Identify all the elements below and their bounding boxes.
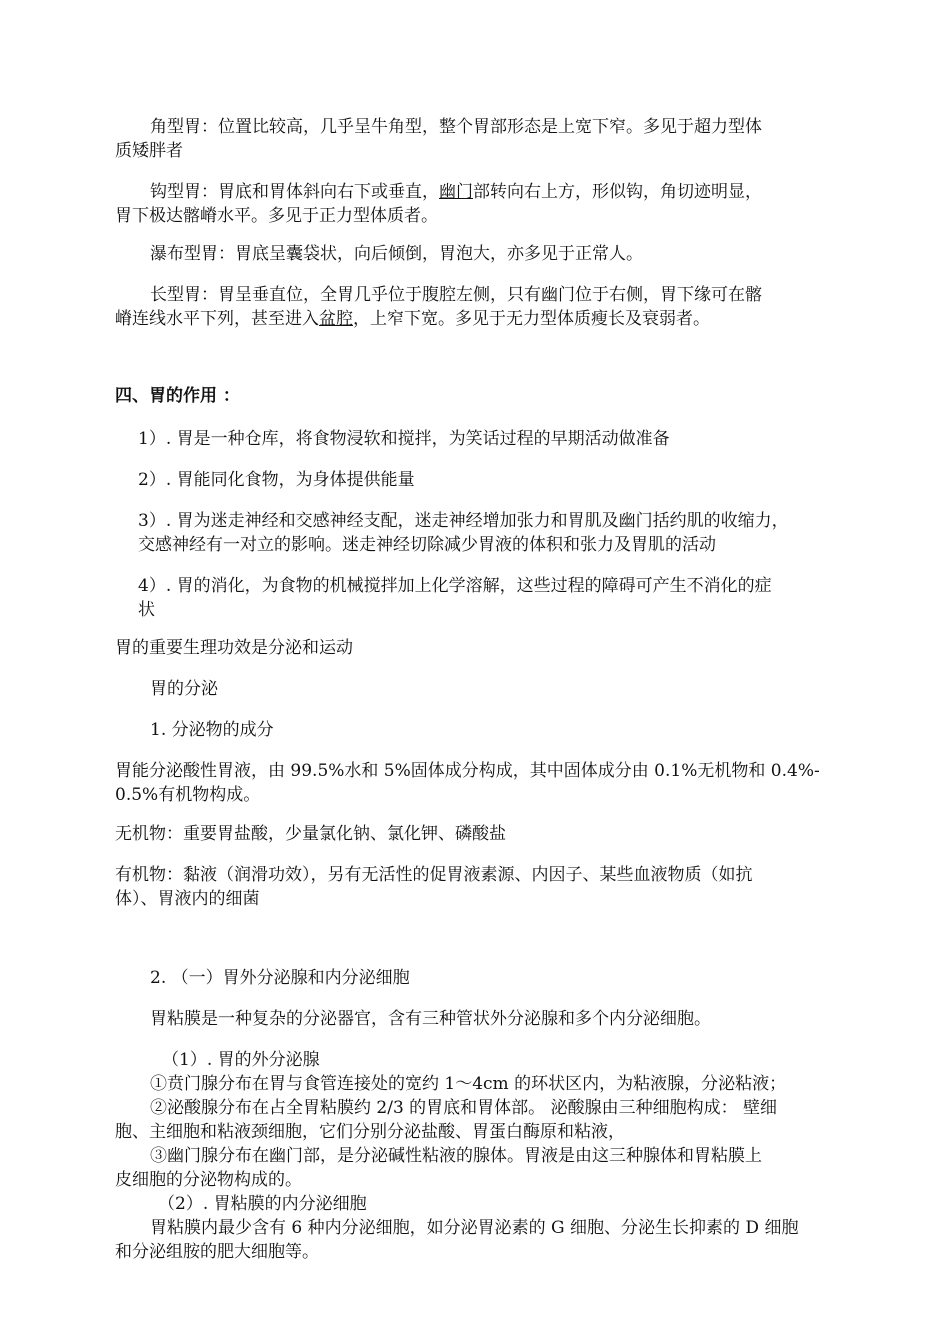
- oxyntic-gland-line2: 胞、主细胞和粘液颈细胞，它们分别分泌盐酸、胃蛋白酶原和粘液，: [115, 1122, 625, 1142]
- hook-stomach-line2: 胃下极达髂嵴水平。多见于正力型体质者。: [115, 206, 438, 226]
- angular-stomach-line2: 质矮胖者: [115, 141, 183, 161]
- gastric-juice-line2: 0.5%有机物构成。: [115, 785, 261, 805]
- endocrine-title: （2）. 胃粘膜的内分泌细胞: [158, 1194, 367, 1214]
- function-item-4-line1: 4）. 胃的消化，为食物的机械搅拌加上化学溶解，这些过程的障碍可产生不消化的症: [138, 576, 772, 596]
- pelvic-cavity-link[interactable]: 盆腔: [319, 309, 353, 329]
- function-item-1: 1）. 胃是一种仓库，将食物浸软和搅拌，为笑话过程的早期活动做准备: [138, 429, 670, 449]
- function-item-3-line1: 3）. 胃为迷走神经和交感神经支配，迷走神经增加张力和胃肌及幽门括约肌的收缩力，: [138, 511, 789, 531]
- exocrine-title: （1）. 胃的外分泌腺: [162, 1050, 320, 1070]
- section4-heading: 四、胃的作用 ：: [115, 386, 240, 406]
- long-stomach-text-post: ，上窄下宽。多见于无力型体质瘦长及衰弱者。: [353, 309, 710, 329]
- function-item-4-line2: 状: [138, 600, 155, 620]
- inorganic-text: 无机物：重要胃盐酸，少量氯化钠、氯化钾、磷酸盐: [115, 824, 506, 844]
- endocrine-line1: 胃粘膜内最少含有 6 种内分泌细胞，如分泌胃泌素的 G 细胞、分泌生长抑素的 D 细胞: [150, 1218, 799, 1238]
- glands-title: 2. （一）胃外分泌腺和内分泌细胞: [150, 968, 410, 988]
- long-stomach-line1: 长型胃：胃呈垂直位，全胃几乎位于腹腔左侧，只有幽门位于右侧，胃下缘可在髂: [150, 285, 762, 305]
- pyloric-gland-line2: 皮细胞的分泌物构成的。: [115, 1170, 302, 1190]
- long-stomach-text: 嵴连线水平下列，甚至进入: [115, 309, 319, 329]
- hook-stomach-line1: [150, 180, 762, 204]
- gastric-juice-line1: 胃能分泌酸性胃液，由 99.5%水和 5%固体成分构成，其中固体成分由 0.1%无机物和 0.4%-: [115, 761, 820, 781]
- oxyntic-gland-line1: ②泌酸腺分布在占全胃粘膜约 2/3 的胃底和胃体部。 泌酸腺由三种细胞构成： 壁细: [150, 1098, 777, 1118]
- cardiac-gland-text: ①贲门腺分布在胃与食管连接处的宽约 1～4cm 的环状区内，为粘液腺，分泌粘液；: [150, 1074, 787, 1094]
- components-title: 1. 分泌物的成分: [150, 720, 274, 740]
- pyloric-gland-line1: ③幽门腺分布在幽门部，是分泌碱性粘液的腺体。胃液是由这三种腺体和胃粘膜上: [150, 1146, 762, 1166]
- main-function-text: 胃的重要生理功效是分泌和运动: [115, 638, 353, 658]
- hook-stomach-text-post: 部转向右上方，形似钩，角切迹明显，: [473, 182, 762, 202]
- endocrine-line2: 和分泌组胺的肥大细胞等。: [115, 1242, 319, 1262]
- function-item-3-line2: 交感神经有一对立的影响。迷走神经切除减少胃液的体积和张力及胃肌的活动: [138, 535, 716, 555]
- cascade-stomach-line1: 瀑布型胃：胃底呈囊袋状，向后倾倒，胃泡大，亦多见于正常人。: [150, 244, 643, 264]
- glands-intro: 胃粘膜是一种复杂的分泌器官，含有三种管状外分泌腺和多个内分泌细胞。: [150, 1009, 711, 1029]
- secretion-title: 胃的分泌: [150, 679, 218, 699]
- long-stomach-line2: [115, 307, 710, 331]
- function-item-2: 2）. 胃能同化食物，为身体提供能量: [138, 470, 415, 490]
- angular-stomach-line1: 角型胃：位置比较高，几乎呈牛角型，整个胃部形态是上宽下窄。多见于超力型体: [150, 117, 762, 137]
- pylorus-link[interactable]: 幽门: [439, 182, 473, 202]
- organic-line2: 体）、胃液内的细菌: [115, 889, 260, 909]
- hook-stomach-text: 钩型胃：胃底和胃体斜向右下或垂直，: [150, 182, 439, 202]
- organic-line1: 有机物：黏液（润滑功效），另有无活性的促胃液素源、内因子、某些血液物质（如抗: [115, 865, 753, 885]
